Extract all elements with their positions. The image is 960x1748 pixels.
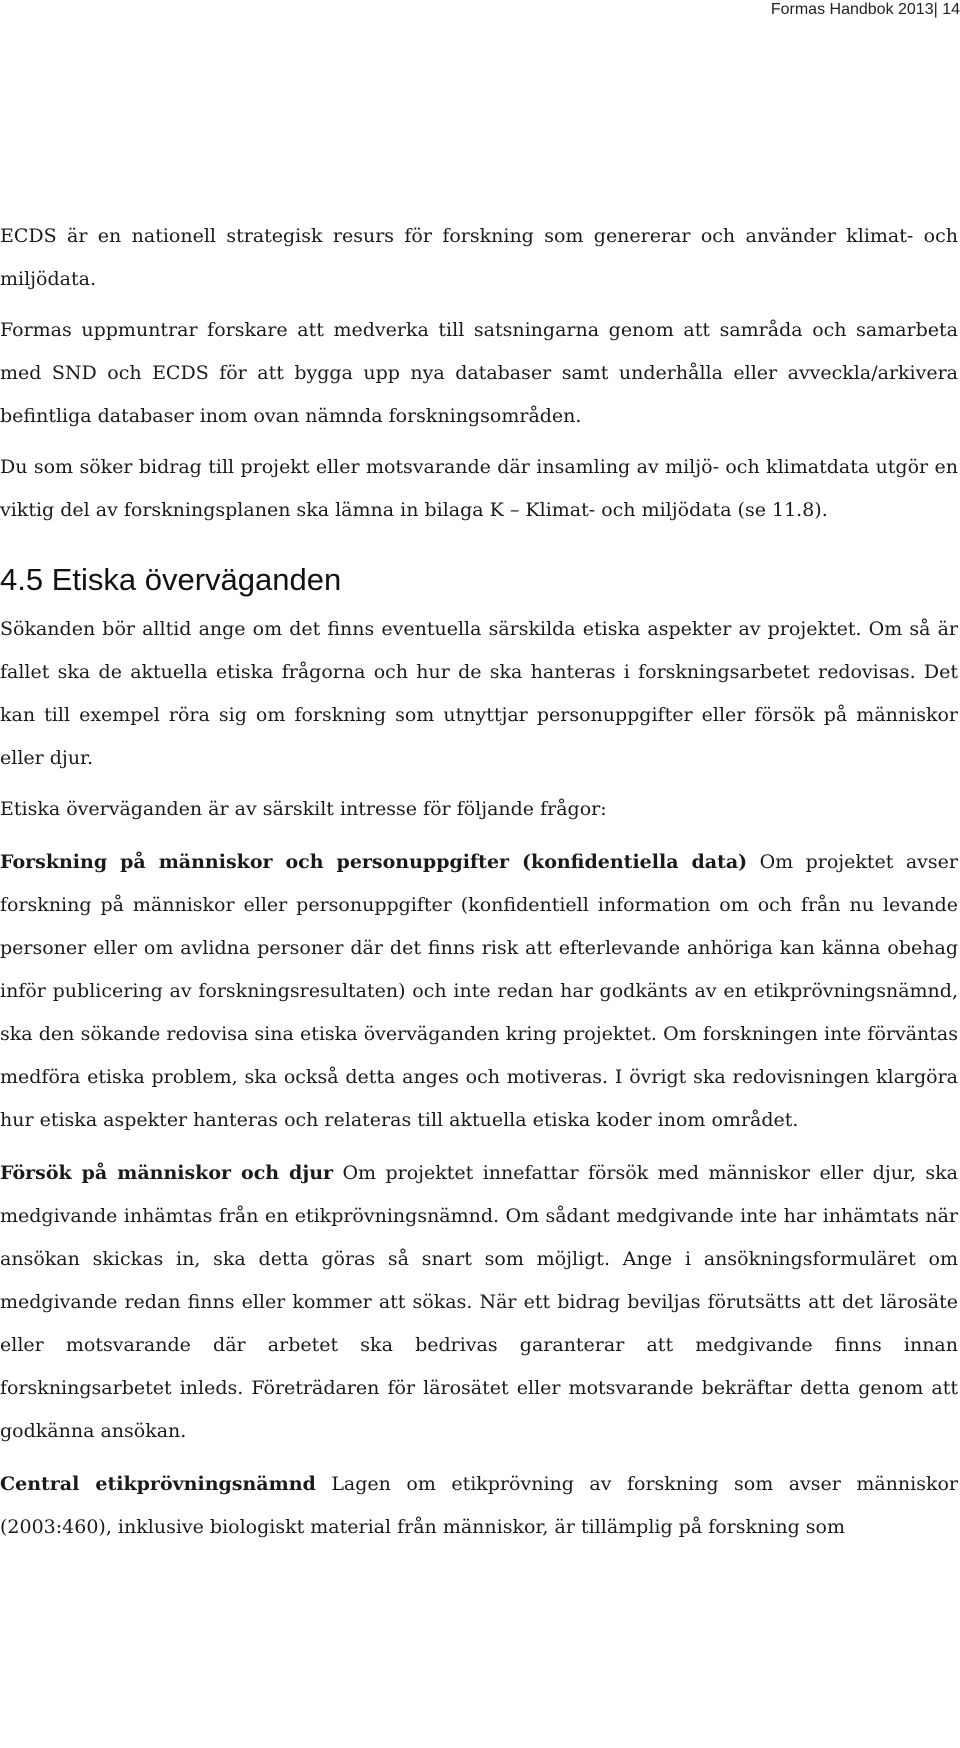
- paragraph-ecds: ECDS är en nationell strategisk resurs för forskning som genererar och använder klimat- och miljödata.: [0, 225, 958, 290]
- paragraph-body-personal-data: Om projektet avser forskning på människor eller personuppgifter (konfidentiell information om och från nu levande personer eller om avlidna personer där det finns risk att efterlevande anhöriga kan känna obehag inför publicering av forskningsresultaten) och inte redan har godkänts av en etikprövningsnämnd, ska den sökande redovisa sina etiska överväganden kring projektet. Om forskningen inte förväntas medföra etiska problem, ska också detta anges och motiveras. I övrigt ska redovisningen klargöra hur etiska aspekter hanteras och relateras till aktuella etiska koder inom området.: [0, 851, 958, 1131]
- paragraph-body-central-board: Lagen om etikprövning av forskning som avser människor (2003:460), inklusive biologiskt material från människor, är tillämplig på forskning som: [0, 1473, 959, 1538]
- section-heading: 4.5 Etiska överväganden: [0, 562, 342, 597]
- paragraph-personal-data: [0, 841, 958, 1142]
- paragraph-formas-encourages: Formas uppmuntrar forskare att medverka till satsningarna genom att samråda och samarbeta med SND och ECDS för att bygga upp nya databaser samt underhålla eller avveckla/arkivera befintliga databaser inom ovan nämnda forskningsområden.: [0, 319, 958, 427]
- paragraph-body-experiments: Om projektet innefattar försök med människor eller djur, ska medgivande inhämtas från en etikprövningsnämnd. Om sådant medgivande inte har inhämtats när ansökan skickas in, ska detta göras så snart som möjligt. Ange i ansökningsformuläret om medgivande redan finns eller kommer att sökas. När ett bidrag beviljas förutsätts att det lärosäte eller motsvarande där arbetet ska bedrivas garanterar att medgivande finns innan forskningsarbetet inleds. Företrädaren för lärosätet eller motsvarande bekräftar detta genom att godkänna ansökan.: [0, 1162, 958, 1442]
- paragraph-lead-central-board: Central etikprövningsnämnd: [0, 1473, 316, 1495]
- page-body: [0, 215, 958, 1549]
- paragraph-climate-data: Du som söker bidrag till projekt eller motsvarande där insamling av miljö- och klimatdata utgör en viktig del av forskningsplanen ska lämna in bilaga K – Klimat- och miljödata (se 11.8).: [0, 456, 958, 521]
- paragraph-central-board: [0, 1463, 958, 1549]
- paragraph-experiments: [0, 1152, 958, 1453]
- paragraph-lead-personal-data: Forskning på människor och personuppgifter (konfidentiella data): [0, 851, 748, 873]
- running-header: Formas Handbok 2013| 14: [770, 1, 960, 18]
- paragraph-ethics-intro: Sökanden bör alltid ange om det finns eventuella särskilda etiska aspekter av projektet. Om så är fallet ska de aktuella etiska frågorna och hur de ska hanteras i forskningsarbetet redovisas. Det kan till exempel röra sig om forskning som utnyttjar personuppgifter eller försök på människor eller djur.: [0, 618, 958, 769]
- paragraph-ethics-interest: Etiska överväganden är av särskilt intresse för följande frågor:: [0, 798, 607, 820]
- paragraph-lead-experiments: Försök på människor och djur: [0, 1162, 334, 1184]
